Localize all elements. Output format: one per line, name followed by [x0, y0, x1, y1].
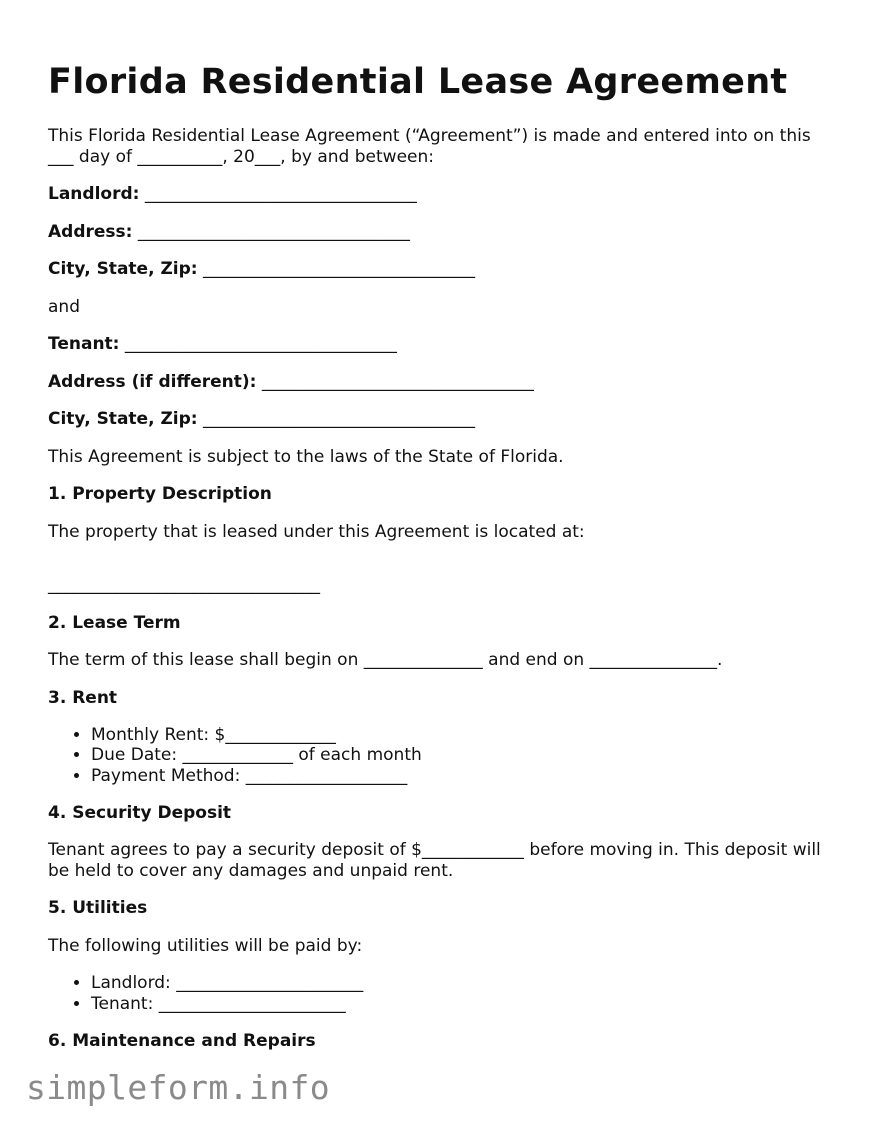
term-text: The term of this lease shall begin on ______________ and end on _______________. [48, 650, 723, 670]
section-heading-rent: 3. Rent [48, 687, 118, 708]
law-statement: This Agreement is subject to the laws of the State of Florida. [48, 446, 564, 467]
section-heading-term: 2. Lease Term [48, 612, 181, 633]
landlord-address-field [48, 222, 838, 243]
field-blank: ________________________________ [144, 184, 417, 204]
field-label: City, State, Zip: [48, 409, 198, 429]
field-label: Landlord: [48, 184, 140, 204]
landlord-name-field [48, 184, 838, 205]
field-blank: ________________________________ [124, 334, 397, 354]
field-label: Tenant: [48, 334, 120, 354]
landlord-city-field [48, 259, 838, 280]
field-blank: ________________________________ [261, 371, 534, 392]
list-item: • Tenant: ______________________ [91, 994, 838, 1014]
field-label: Address: [48, 221, 133, 242]
list-item: • Monthly Rent: $_____________ [91, 725, 838, 745]
field-blank: ________________________________ [202, 409, 475, 429]
tenant-address-field [48, 372, 838, 393]
utilities-list [48, 973, 838, 1014]
property-text: The property that is leased under this Agreement is located at: [48, 521, 585, 542]
and-text: and [48, 296, 80, 317]
list-item: • Due Date: _____________ of each month [91, 745, 838, 765]
utilities-text: The following utilities will be paid by: [48, 935, 363, 956]
rent-list [48, 725, 838, 786]
section-heading-property: 1. Property Description [48, 484, 272, 504]
property-address-blank: ________________________________ [48, 575, 320, 595]
document-title: Florida Residential Lease Agreement [48, 62, 788, 102]
section-heading-maintenance: 6. Maintenance and Repairs [48, 1030, 316, 1051]
list-item: • Payment Method: ___________________ [91, 766, 838, 786]
list-item: • Landlord: ______________________ [91, 973, 838, 993]
section-heading-utilities: 5. Utilities [48, 898, 148, 919]
field-blank: ________________________________ [137, 221, 410, 242]
field-label: Address (if different): [48, 371, 257, 392]
watermark: simpleform.info [26, 1068, 331, 1107]
field-label: City, State, Zip: [48, 259, 198, 279]
lease-document [48, 0, 838, 1051]
tenant-name-field [48, 334, 838, 355]
section-heading-deposit: 4. Security Deposit [48, 802, 232, 823]
intro-paragraph: This Florida Residential Lease Agreement (“Agreement”) is made and entered into on this ___ day of __________, 20___, by and between: [48, 126, 811, 167]
tenant-city-field [48, 409, 838, 430]
deposit-text: Tenant agrees to pay a security deposit of $____________ before moving in. This deposit will be held to cover any damages and unpaid rent. [48, 840, 821, 881]
field-blank: ________________________________ [202, 259, 475, 279]
